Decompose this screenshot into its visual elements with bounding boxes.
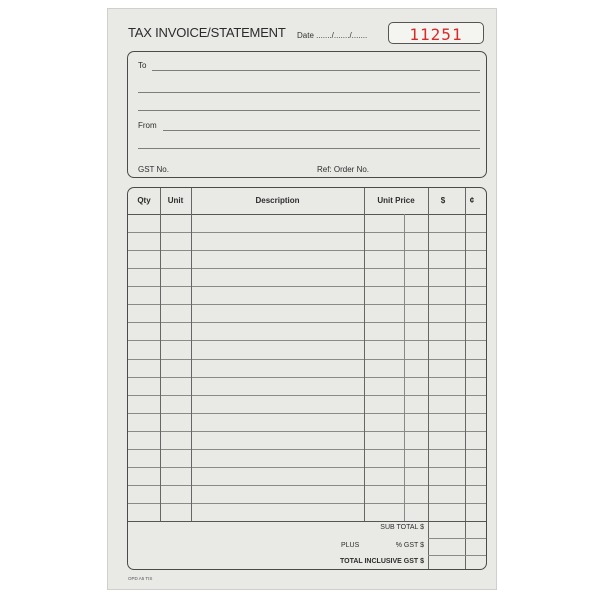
col-unit-header: Unit [167, 196, 184, 205]
col-divider [404, 214, 405, 521]
plus-label: PLUS [341, 542, 360, 549]
to-line-2[interactable] [138, 92, 480, 93]
from-label: From [138, 121, 157, 130]
table-row[interactable] [128, 250, 487, 251]
table-row[interactable] [128, 322, 487, 323]
invoice-form [107, 8, 497, 590]
to-line-1[interactable] [152, 70, 480, 71]
table-row[interactable] [128, 232, 487, 233]
invoice-number-box [388, 22, 484, 44]
table-row[interactable] [128, 413, 487, 414]
table-row[interactable] [128, 359, 487, 360]
address-section [127, 51, 487, 178]
col-divider [428, 188, 429, 570]
order-ref-label: Ref: Order No. [317, 165, 370, 174]
table-row[interactable] [128, 286, 487, 287]
table-row[interactable] [128, 340, 487, 341]
col-divider [465, 188, 466, 570]
invoice-number: 11251 [409, 25, 463, 44]
table-row[interactable] [128, 449, 487, 450]
table-row[interactable] [128, 377, 487, 378]
col-divider [160, 188, 161, 521]
table-row[interactable] [128, 485, 487, 486]
table-row[interactable] [128, 304, 487, 305]
totals-divider [128, 521, 487, 522]
table-row[interactable] [128, 467, 487, 468]
gst-percent-label: % GST $ [395, 542, 424, 549]
table-row[interactable] [128, 395, 487, 396]
form-title: TAX INVOICE/STATEMENT [128, 25, 286, 40]
form-code: OPD A5 TIS [128, 576, 153, 581]
subtotal-label: SUB TOTAL $ [380, 524, 424, 531]
col-unit-price-header: Unit Price [377, 196, 415, 205]
col-cents-header: ¢ [469, 196, 475, 205]
total-inclusive-label: TOTAL INCLUSIVE GST $ [339, 558, 424, 565]
col-description-header: Description [255, 196, 300, 205]
subtotal-rule [428, 538, 487, 539]
col-qty-header: Qty [137, 196, 151, 205]
to-line-3[interactable] [138, 110, 480, 111]
gst-rule [428, 555, 487, 556]
from-line-1[interactable] [163, 130, 480, 131]
from-line-2[interactable] [138, 148, 480, 149]
col-divider [191, 188, 192, 521]
col-dollars-header: $ [440, 196, 446, 205]
date-field-label: Date ......./......./....... [297, 31, 368, 40]
header-divider [128, 214, 487, 215]
to-label: To [138, 61, 147, 70]
table-row[interactable] [128, 503, 487, 504]
col-divider [364, 188, 365, 521]
table-row[interactable] [128, 431, 487, 432]
items-table [127, 187, 487, 570]
gst-number-label: GST No. [138, 165, 169, 174]
table-row[interactable] [128, 268, 487, 269]
